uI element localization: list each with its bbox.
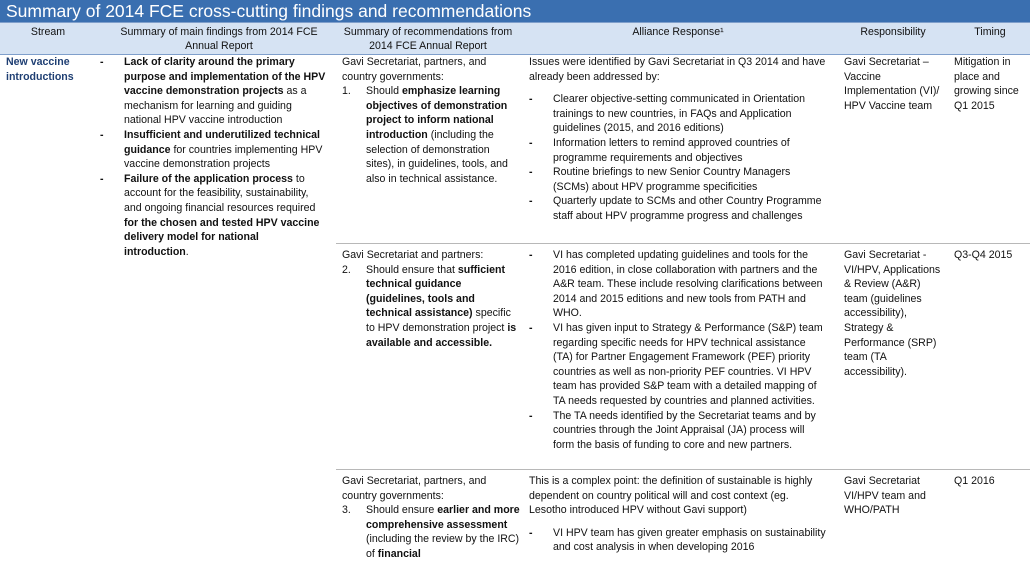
response-bullet: - Quarterly update to SCMs and other Country Programme staff about HPV programme progress and challenges <box>529 194 827 223</box>
recommendation-owner: Gavi Secretariat, partners, and country governments: <box>342 475 487 502</box>
recommendation-number: 2. <box>342 263 351 276</box>
header-recommendations: Summary of recommendations from 2014 FCE Annual Report <box>343 26 513 52</box>
response-3 <box>529 474 827 555</box>
responsibility-3: Gavi Secretariat VI/HPV team and WHO/PATH <box>844 475 926 517</box>
header-response: Alliance Response¹ <box>632 26 724 38</box>
recommendation-1: Gavi Secretariat, partners, and country governments: 1. Should emphasize learning objectives of demonstration project to inform national introduction (including the selection of demonstration sites), in guidelines, tools, and also in technical assistance. <box>342 55 520 186</box>
table-header <box>0 22 1030 55</box>
response-bullet: - The TA needs identified by the Secretariat teams and by countries through the Joint Appraisal (JA) process will form the basis of funding to core and new partners. <box>529 409 827 453</box>
response-1 <box>529 55 827 224</box>
page-title: Summary of 2014 FCE cross-cutting findings and recommendations <box>0 0 1030 22</box>
header-stream: Stream <box>30 26 66 38</box>
recommendation-owner: Gavi Secretariat and partners: <box>342 249 484 261</box>
response-bullet: - VI has completed updating guidelines and tools for the 2016 edition, in close collaboration with partners and the A&R team. These include resolving clarifications between 2014 and 2015 editions and new tools from PATH and WHO. <box>529 248 827 321</box>
responsibility-1: Gavi Secretariat – Vaccine Implementation (VI)/ HPV Vaccine team <box>844 56 940 112</box>
recommendation-3: Gavi Secretariat, partners, and country governments: 3. Should ensure earlier and more comprehensive assessment (including the review by the IRC) of financial <box>342 475 520 560</box>
response-intro: This is a complex point: the definition of sustainable is highly dependent on country political will and cost context (eg. Lesotho introduced HPV without Gavi support) <box>529 475 813 517</box>
recommendation-2: Gavi Secretariat and partners: 2. Should ensure that sufficient technical guidance (guidelines, tools and technical assistance) specific to HPV demonstration project is available and accessible. <box>342 248 520 350</box>
timing-1: Mitigation in place and growing since Q1 2015 <box>954 56 1019 112</box>
response-bullet: - Information letters to remind approved countries of programme requirements and objectives <box>529 136 827 165</box>
recommendation-number: 1. <box>342 85 351 98</box>
response-2 <box>529 248 827 452</box>
row-separator <box>336 243 1030 244</box>
finding-item: - Lack of clarity around the primary purpose and implementation of the HPV vaccine demonstration projects as a mechanism for learning and guiding national HPV vaccine introduction <box>100 55 326 128</box>
header-findings: Summary of main findings from 2014 FCE Annual Report <box>120 26 318 52</box>
response-bullet: - VI has given input to Strategy & Performance (S&P) team regarding specific needs for HPV technical assistance (TA) for Partner Engagement Framework (PEF) priority countries as well as non-priority PEF countries. VI HPV team has provided S&P team with a detailed mapping of TA needs requested by countries and planned activities. <box>529 321 827 409</box>
findings-list <box>100 55 326 259</box>
response-bullet: - Routine briefings to new Senior Country Managers (SCMs) about HPV programme specificities <box>529 165 827 194</box>
responsibility-2: Gavi Secretariat - VI/HPV, Applications & Review (A&R) team (guidelines accessibility), Strategy & Performance (SRP) team (TA accessibility). <box>844 249 941 378</box>
recommendation-owner: Gavi Secretariat, partners, and country governments: <box>342 56 487 83</box>
finding-item: - Failure of the application process to account for the feasibility, sustainability, and ongoing financial resources required for the chosen and tested HPV vaccine delivery model for national introduction. <box>100 172 326 260</box>
timing-3: Q1 2016 <box>954 475 995 487</box>
header-responsibility: Responsibility <box>860 26 926 38</box>
row-separator <box>336 469 1030 470</box>
finding-item: - Insufficient and underutilized technical guidance for countries implementing HPV vaccine demonstration projects <box>100 128 326 172</box>
response-bullet: - Clearer objective-setting communicated in Orientation trainings to new countries, in FAQs and Application guidelines (2015, and 2016 editions) <box>529 92 827 136</box>
recommendation-number: 3. <box>342 504 351 517</box>
header-timing: Timing <box>974 26 1006 38</box>
response-bullet: - VI HPV team has given greater emphasis on sustainability and cost analysis in when developing 2016 <box>529 526 827 555</box>
stream-label: New vaccine introductions <box>6 56 74 83</box>
response-intro: Issues were identified by Gavi Secretariat in Q3 2014 and have already been addressed by: <box>529 56 826 83</box>
timing-2: Q3-Q4 2015 <box>954 249 1013 261</box>
